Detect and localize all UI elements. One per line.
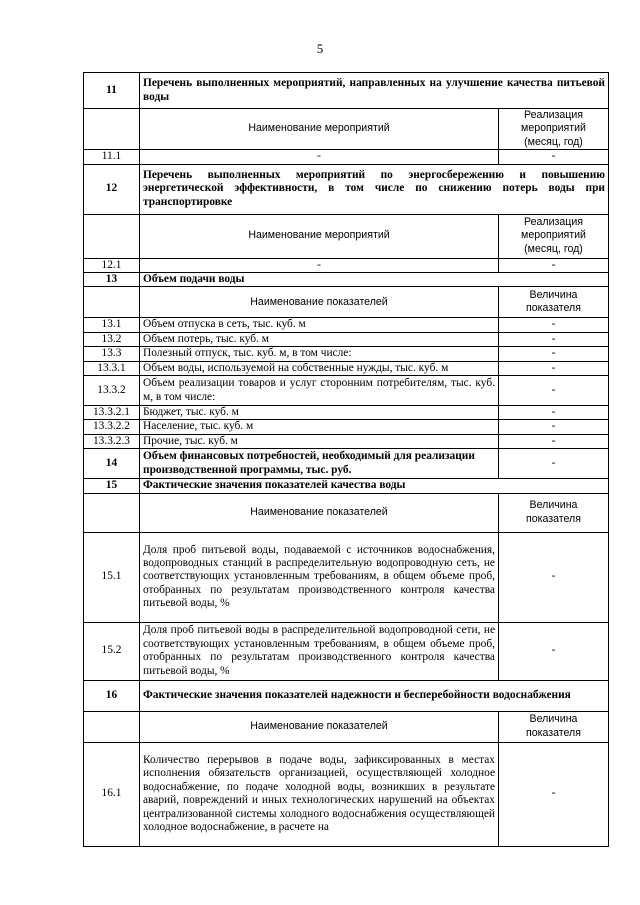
- header-row-16: [84, 711, 609, 742]
- row-value: -: [499, 332, 609, 346]
- row-number: 13.3.2: [84, 376, 140, 406]
- section-title: Объем подачи воды: [140, 273, 609, 287]
- table-row-12-1: [84, 258, 609, 272]
- row-number: 13.3.1: [84, 361, 140, 375]
- row-value: -: [499, 742, 609, 846]
- column-header-name: Наименование мероприятий: [140, 109, 499, 150]
- section-row-12: [84, 164, 609, 214]
- row-name: Доля проб питьевой воды в распределительной водопроводной сети, не соответствующих установленным требованиям, в общем объеме проб, отобранных по результатам производственного контроля качества питьевой воды, %: [140, 622, 499, 680]
- row-number: 12: [84, 164, 140, 214]
- row-number: 13.2: [84, 332, 140, 346]
- row-name: Доля проб питьевой воды, подаваемой с источников водоснабжения, водопроводных станций в распределительную водопроводную сеть, не соответствующих установленным требованиям, в общем объеме проб, отобранных по результатам производственного контроля качества питьевой воды, %: [140, 532, 499, 622]
- section-title: Перечень выполненных мероприятий по энергосбережению и повышению энергетической эффективности, в том числе по снижению потерь воды при транспортировке: [140, 164, 609, 214]
- table-row-13-3-2-1: [84, 406, 609, 420]
- section-row-14: [84, 449, 609, 479]
- row-value: -: [499, 361, 609, 375]
- column-header-value: Величина показателя: [499, 287, 609, 318]
- row-value: -: [499, 376, 609, 406]
- column-header-name: Наименование показателей: [140, 493, 499, 532]
- table-row-15-2: [84, 622, 609, 680]
- row-value: -: [499, 434, 609, 448]
- column-header-value: Реализация мероприятий (месяц, год): [499, 214, 609, 258]
- row-number: 15.1: [84, 532, 140, 622]
- row-value: -: [499, 150, 609, 164]
- row-number: 15.2: [84, 622, 140, 680]
- column-header-name: Наименование показателей: [140, 287, 499, 318]
- row-number: 11.1: [84, 150, 140, 164]
- empty-cell: [84, 493, 140, 532]
- row-name: -: [140, 258, 499, 272]
- row-value: -: [499, 258, 609, 272]
- table-row-13-3: [84, 347, 609, 361]
- empty-cell: [84, 214, 140, 258]
- section-title: Фактические значения показателей качества воды: [140, 479, 609, 493]
- row-name: Количество перерывов в подаче воды, зафиксированных в местах исполнения обязательств организацией, осуществляющей холодное водоснабжение, по подаче холодной воды, возникших в результате аварий, повреждений и иных технологических нарушений на объектах централизованной системы холодного водоснабжения осуществляющей холодное водоснабжение, в расчете на: [140, 742, 499, 846]
- row-number: 13.3.2.3: [84, 434, 140, 448]
- header-row-12: [84, 214, 609, 258]
- table-row-13-3-2: [84, 376, 609, 406]
- column-header-name: Наименование показателей: [140, 711, 499, 742]
- table-row-13-3-1: [84, 361, 609, 375]
- row-value: -: [499, 532, 609, 622]
- page-number: 5: [316, 41, 324, 56]
- table-row-16-1: [84, 742, 609, 846]
- row-name: Полезный отпуск, тыс. куб. м, в том числе:: [140, 347, 499, 361]
- row-number: 13: [84, 273, 140, 287]
- row-name: Объем воды, используемой на собственные нужды, тыс. куб. м: [140, 361, 499, 375]
- row-number: 13.1: [84, 318, 140, 332]
- row-number: 15: [84, 479, 140, 493]
- section-row-16: [84, 680, 609, 711]
- row-name: Объем потерь, тыс. куб. м: [140, 332, 499, 346]
- report-table: [83, 72, 609, 847]
- row-value: -: [499, 347, 609, 361]
- row-name: -: [140, 150, 499, 164]
- row-value: -: [499, 420, 609, 434]
- empty-cell: [84, 287, 140, 318]
- row-number: 13.3.2.1: [84, 406, 140, 420]
- table-row-13-1: [84, 318, 609, 332]
- table-row-11-1: [84, 150, 609, 164]
- row-name: Население, тыс. куб. м: [140, 420, 499, 434]
- empty-cell: [84, 711, 140, 742]
- section-row-11: [84, 73, 609, 109]
- table-row-15-1: [84, 532, 609, 622]
- row-number: 12.1: [84, 258, 140, 272]
- section-row-15: [84, 479, 609, 493]
- row-number: 13.3: [84, 347, 140, 361]
- row-name: Бюджет, тыс. куб. м: [140, 406, 499, 420]
- section-title: Перечень выполненных мероприятий, направленных на улучшение качества питьевой воды: [140, 73, 609, 109]
- column-header-value: Величина показателя: [499, 493, 609, 532]
- row-value: -: [499, 449, 609, 479]
- row-name: Прочие, тыс. куб. м: [140, 434, 499, 448]
- empty-cell: [84, 109, 140, 150]
- table-row-13-2: [84, 332, 609, 346]
- row-value: -: [499, 318, 609, 332]
- row-value: -: [499, 622, 609, 680]
- row-value: -: [499, 406, 609, 420]
- header-row-13: [84, 287, 609, 318]
- row-number: 16: [84, 680, 140, 711]
- row-number: 11: [84, 73, 140, 109]
- row-name: Объем реализации товаров и услуг сторонним потребителям, тыс. куб. м, в том числе:: [140, 376, 499, 406]
- row-number: 14: [84, 449, 140, 479]
- table-row-13-3-2-2: [84, 420, 609, 434]
- section-title: Объем финансовых потребностей, необходимый для реализации производственной программы, тыс. руб.: [140, 449, 499, 479]
- row-number: 16.1: [84, 742, 140, 846]
- table-row-13-3-2-3: [84, 434, 609, 448]
- row-name: Объем отпуска в сеть, тыс. куб. м: [140, 318, 499, 332]
- section-row-13: [84, 273, 609, 287]
- row-number: 13.3.2.2: [84, 420, 140, 434]
- column-header-value: Реализация мероприятий (месяц, год): [499, 109, 609, 150]
- header-row-15: [84, 493, 609, 532]
- header-row-11: [84, 109, 609, 150]
- section-title: Фактические значения показателей надежности и бесперебойности водоснабжения: [140, 680, 609, 711]
- column-header-name: Наименование мероприятий: [140, 214, 499, 258]
- column-header-value: Величина показателя: [499, 711, 609, 742]
